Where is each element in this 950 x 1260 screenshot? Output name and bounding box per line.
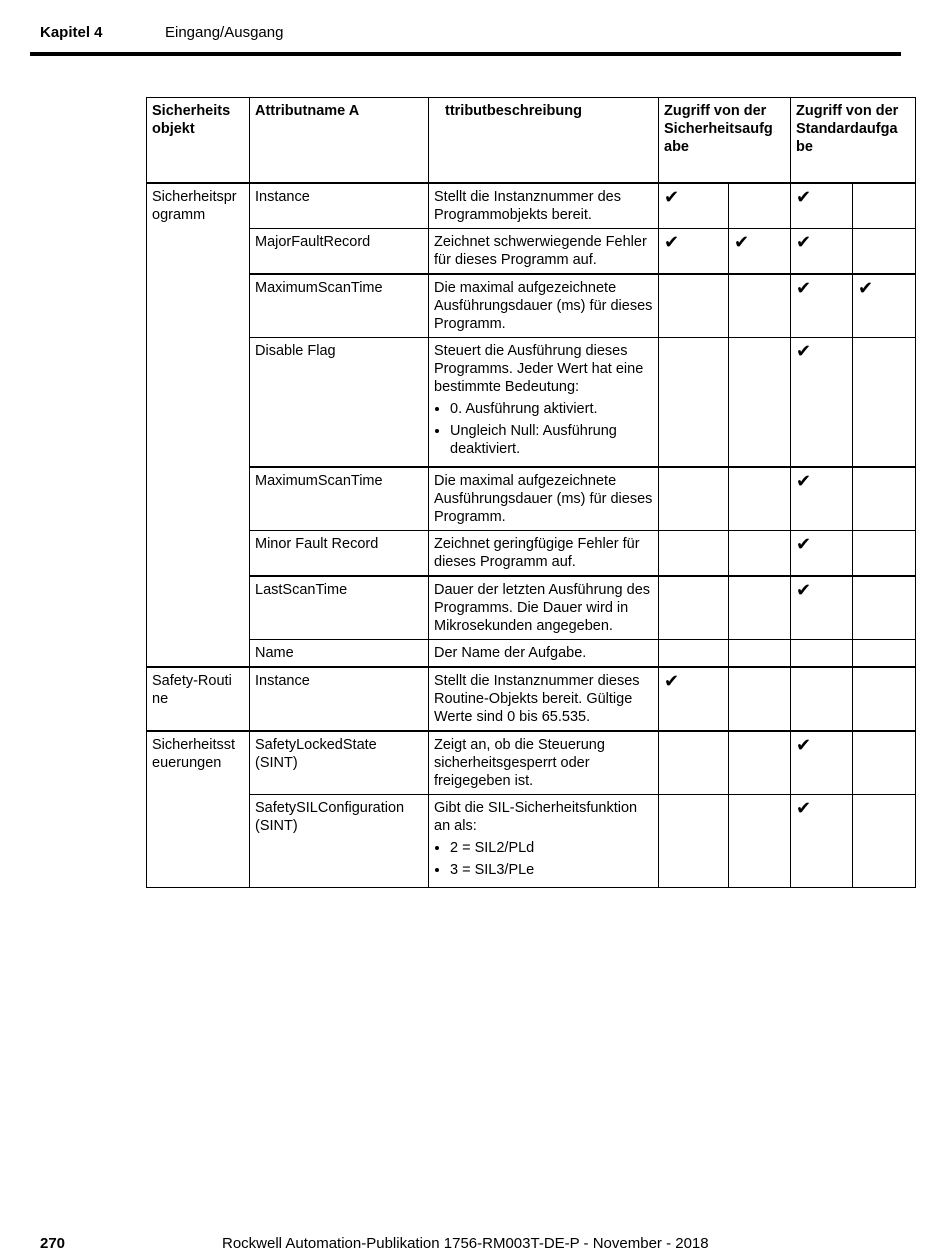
empty-cell xyxy=(659,338,729,468)
empty-cell xyxy=(659,531,729,577)
list-item: • 3 = SIL3/PLe xyxy=(450,861,653,879)
attribute-name: Name xyxy=(250,640,429,668)
empty-cell xyxy=(659,467,729,531)
attribute-description: Zeigt an, ob die Steuerung sicherheitsgesperrt oder freigegeben ist. xyxy=(429,731,659,795)
check-mark: ✔ xyxy=(791,576,853,640)
attribute-name: MajorFaultRecord xyxy=(250,229,429,275)
table-row xyxy=(147,667,916,731)
header-object: Sicherheits objekt xyxy=(147,98,250,184)
attribute-name: LastScanTime xyxy=(250,576,429,640)
attribute-name: Disable Flag xyxy=(250,338,429,468)
empty-cell xyxy=(729,640,791,668)
attribute-description: Zeichnet schwerwiegende Fehler für dieses Programm auf. xyxy=(429,229,659,275)
check-mark: ✔ xyxy=(853,274,916,338)
header-safety-access: Zugriff von der Sicherheitsaufg abe xyxy=(659,98,791,184)
table-row xyxy=(147,576,916,640)
check-mark: ✔ xyxy=(791,274,853,338)
attribute-name: MaximumScanTime xyxy=(250,467,429,531)
empty-cell xyxy=(729,467,791,531)
header-attribute-name: Attributname A xyxy=(250,98,429,184)
check-mark: ✔ xyxy=(659,667,729,731)
attribute-description: Dauer der letzten Ausführung des Programms. Die Dauer wird in Mikrosekunden angegeben. xyxy=(429,576,659,640)
attribute-description: Die maximal aufgezeichnete Ausführungsdauer (ms) für dieses Programm. xyxy=(429,467,659,531)
attribute-description: Steuert die Ausführung dieses Programms. Jeder Wert hat eine bestimmte Bedeutung: xyxy=(434,343,644,395)
empty-cell xyxy=(853,795,916,888)
chapter-label: Kapitel 4 xyxy=(40,24,103,41)
empty-cell xyxy=(853,229,916,275)
empty-cell xyxy=(659,795,729,888)
empty-cell xyxy=(853,731,916,795)
empty-cell xyxy=(729,338,791,468)
attribute-description: Der Name der Aufgabe. xyxy=(429,640,659,668)
empty-cell xyxy=(729,576,791,640)
object-cell-routine: Safety-Routi ne xyxy=(147,667,250,731)
list-item: • 0. Ausführung aktiviert. xyxy=(450,400,653,418)
empty-cell xyxy=(729,274,791,338)
table-row xyxy=(147,467,916,531)
attribute-description: Stellt die Instanznummer dieses Routine-Objekts bereit. Gültige Werte sind 0 bis 65.535. xyxy=(429,667,659,731)
empty-cell xyxy=(853,576,916,640)
header-standard-access: Zugriff von der Standardaufga be xyxy=(791,98,916,184)
check-mark: ✔ xyxy=(791,183,853,229)
table-row xyxy=(147,183,916,229)
table-row xyxy=(147,531,916,577)
table-row xyxy=(147,731,916,795)
empty-cell xyxy=(729,531,791,577)
check-mark: ✔ xyxy=(791,731,853,795)
attribute-name: Minor Fault Record xyxy=(250,531,429,577)
empty-cell xyxy=(729,731,791,795)
empty-cell xyxy=(853,667,916,731)
empty-cell xyxy=(729,183,791,229)
empty-cell xyxy=(659,731,729,795)
attribute-name: MaximumScanTime xyxy=(250,274,429,338)
attribute-name: SafetySILConfiguration (SINT) xyxy=(250,795,429,888)
object-cell-program: Sicherheitspr ogramm xyxy=(147,183,250,667)
check-mark: ✔ xyxy=(791,338,853,468)
list-item: • Ungleich Null: Ausführung deaktiviert. xyxy=(450,422,653,458)
page-number: 270 xyxy=(40,1235,66,1252)
attribute-name: Instance xyxy=(250,183,429,229)
header-rule xyxy=(30,52,901,56)
attribute-description: Stellt die Instanznummer des Programmobjekts bereit. xyxy=(429,183,659,229)
check-mark: ✔ xyxy=(791,531,853,577)
empty-cell xyxy=(729,795,791,888)
attribute-table xyxy=(146,97,916,888)
check-mark: ✔ xyxy=(791,467,853,531)
header-attribute-description: ttributbeschreibung xyxy=(429,98,659,184)
bullet-list xyxy=(434,839,653,879)
empty-cell xyxy=(659,576,729,640)
table-row xyxy=(147,274,916,338)
table-row xyxy=(147,338,916,468)
section-title: Eingang/Ausgang xyxy=(165,24,284,41)
empty-cell xyxy=(853,338,916,468)
empty-cell xyxy=(791,640,853,668)
empty-cell xyxy=(853,467,916,531)
attribute-description: Zeichnet geringfügige Fehler für dieses Programm auf. xyxy=(429,531,659,577)
table-row xyxy=(147,640,916,668)
table-row xyxy=(147,795,916,888)
empty-cell xyxy=(853,183,916,229)
attribute-description-cell xyxy=(429,338,659,468)
check-mark: ✔ xyxy=(791,229,853,275)
check-mark: ✔ xyxy=(659,229,729,275)
table-header-row xyxy=(147,98,916,184)
check-mark: ✔ xyxy=(791,795,853,888)
empty-cell xyxy=(729,667,791,731)
empty-cell xyxy=(791,667,853,731)
attribute-description-cell xyxy=(429,795,659,888)
check-mark: ✔ xyxy=(659,183,729,229)
table-row xyxy=(147,229,916,275)
attribute-name: Instance xyxy=(250,667,429,731)
object-cell-controller: Sicherheitsst euerungen xyxy=(147,731,250,888)
attribute-description: Gibt die SIL-Sicherheitsfunktion an als: xyxy=(434,800,638,834)
empty-cell xyxy=(659,640,729,668)
attribute-name: SafetyLockedState (SINT) xyxy=(250,731,429,795)
attribute-description: Die maximal aufgezeichnete Ausführungsdauer (ms) für dieses Programm. xyxy=(429,274,659,338)
publication-info: Rockwell Automation-Publikation 1756-RM003T-DE-P - November - 2018 xyxy=(222,1235,709,1252)
check-mark: ✔ xyxy=(729,229,791,275)
list-item: • 2 = SIL2/PLd xyxy=(450,839,653,857)
empty-cell xyxy=(659,274,729,338)
empty-cell xyxy=(853,531,916,577)
bullet-list xyxy=(434,400,653,458)
empty-cell xyxy=(853,640,916,668)
